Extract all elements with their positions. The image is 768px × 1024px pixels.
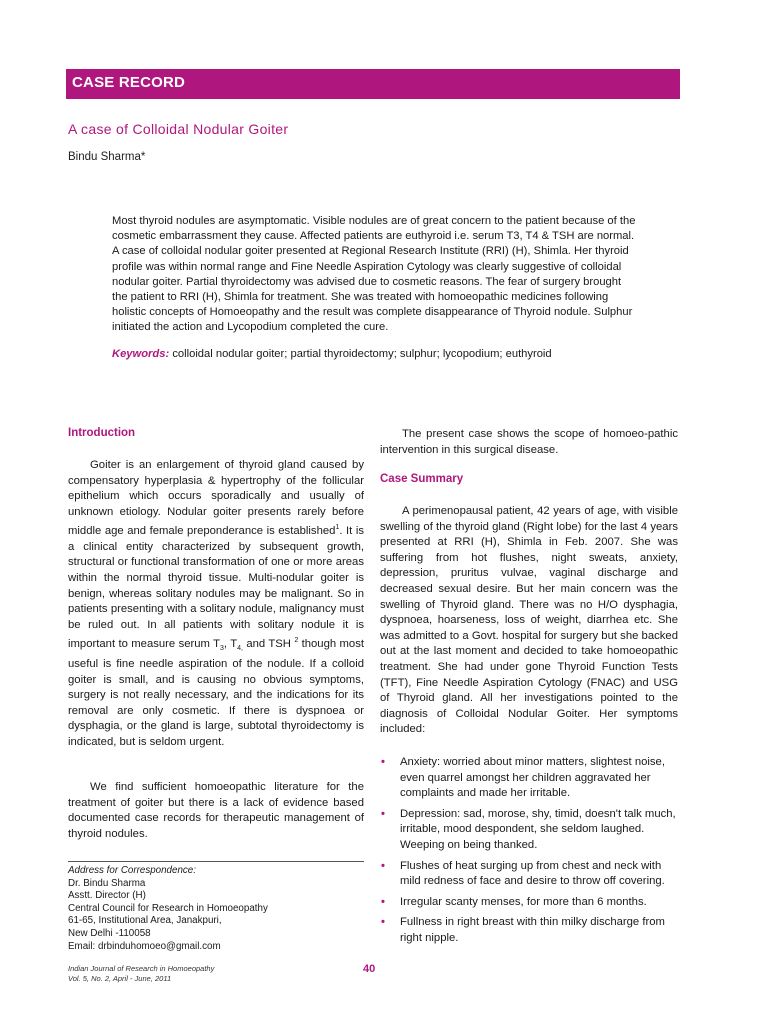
present-case-paragraph: The present case shows the scope of homoeo-pathic intervention in this surgical disease. (380, 428, 678, 456)
bullet-icon: • (381, 895, 385, 908)
intro-paragraph-2: We find sufficient homoeopathic literature for the treatment of goiter but there is a lack of evidence based documented case records for therapeutic management of thyroid nodules. (68, 781, 364, 840)
page-number: 40 (363, 963, 376, 975)
keywords-list: colloidal nodular goiter; partial thyroidectomy; sulphur; lycopodium; euthyroid (172, 348, 552, 360)
abstract-text: Most thyroid nodules are asymptomatic. Visible nodules are of great concern to the patient because of the cosmetic embarrassment they cause. Affected patients are euthyroid i.e. serum T3, T4 & TSH are normal. A case of colloidal nodular goiter presented at Regional Research Institute (RRI) (H), Shimla. Her thyroid profile was within normal range and Fine Needle Aspiration Cytology was clearly suggestive of colloidal nodular goiter. Partial thyroidectomy was advised due to cosmetic reasons. The fear of surgery brought the patient to RRI (H), Shimla for treatment. She was treated with homoeopathic medicines following holistic concepts of Homoeopathy and the result was complete disappearance of Thyroid nodule. Sulphur initiated the action and Lycopodium completed the cure. (112, 215, 636, 334)
bullet-icon: • (381, 807, 385, 820)
correspondence-address (68, 865, 364, 953)
address-line: Asstt. Director (H) (68, 890, 146, 902)
list-item: • Depression: sad, morose, shy, timid, doesn't talk much, irritable, mood despondent, she seldom laughed. Weeping on being thanked. (381, 807, 676, 851)
author-name: Bindu Sharma* (68, 151, 146, 163)
introduction-body (68, 458, 364, 750)
journal-issue: Vol. 5, No. 2, April - June, 2011 (68, 974, 172, 983)
footnote-divider (68, 861, 364, 862)
address-line: Dr. Bindu Sharma (68, 877, 146, 889)
article-title: A case of Colloidal Nodular Goiter (68, 121, 289, 137)
introduction-heading: Introduction (68, 427, 136, 439)
list-item: • Flushes of heat surging up from chest and neck with mild redness of face and desire to throw off covering. (381, 859, 665, 888)
address-email: Email: drbinduhomoeo@gmail.com (68, 940, 221, 952)
bullet-icon: • (381, 756, 385, 768)
address-heading: Address for Correspondence: (68, 865, 196, 876)
intro-paragraph-1: Goiter is an enlargement of thyroid gland caused by compensatory hyperplasia & hypertrophy of the follicular epithelium which occurs sporadically and usually of unknown etiology. Nodular goiter presents rarely before middle age and female preponderance is established$^1$. It is a clinical entity characterized by subsequent growth, structural or functional transformation of one or more areas within the normal thyroid tissue. Multi-nodular goiter is benign, whereas solitary nodules may be malignant. So in patients presenting with a solitary nodule, malignancy must be ruled out. In all patients with solitary nodule it is important to measure serum $T_3$, $T_{4,}$ and TSH $^2$ though most useful is fine needle aspiration of the nodule. If a colloid goiter is small, and is causing no obvious symptoms, surgery is not really necessary, and the indications for its removal are only cosmetic. If there is dyspnoea or dysphagia, or the gland is large, subtotal thyroidectomy is indicated, but is seldom urgent. (68, 459, 364, 748)
symptom-list (380, 755, 680, 952)
keywords-label: Keywords: (112, 348, 170, 360)
bullet-icon: • (381, 916, 385, 929)
subscript-3: 3 (220, 645, 224, 653)
subscript-4: 4, (237, 645, 243, 653)
journal-citation (68, 964, 214, 984)
address-line: Central Council for Research in Homoeopathy (68, 902, 268, 914)
case-summary-heading: Case Summary (380, 473, 464, 485)
reference-1: 1 (335, 524, 340, 532)
section-label: CASE RECORD (72, 74, 186, 91)
section-banner (66, 69, 680, 99)
address-line: New Delhi -110058 (68, 927, 151, 939)
address-line: 61-65, Institutional Area, Janakpuri, (68, 915, 222, 927)
journal-name: Indian Journal of Research in Homoeopathy (68, 964, 215, 973)
bullet-icon: • (381, 859, 385, 872)
reference-2: 2 (294, 637, 299, 645)
list-item: • Irregular scanty menses, for more than 6 months. (380, 895, 680, 911)
list-item: • Anxiety: worried about minor matters, slightest noise, even quarrel amongst her children aggravated her complaints and made her irritable. (381, 756, 665, 800)
introduction-body-2 (68, 780, 364, 842)
keywords (112, 348, 652, 360)
abstract (112, 214, 636, 336)
case-summary-body: A perimenopausal patient, 42 years of age, with visible swelling of the thyroid gland (Right lobe) for the last 4 years presented at RRI (H), Shimla in Feb. 2007. She was suffering from hot flushes, night sweats, anxiety, depression, pruritus vulvae, vaginal discharge and decreased sexual desire. But her main concern was the swelling of Thyroid gland. There was no H/O dysphagia, dyspnoea, hoarseness, loss of weight, diarrhea etc. She was admitted to a Govt. hospital for surgery but she backed out at the last moment and decided to take homoeopathic treatment. She had under gone Thyroid Function Tests (TFT), Fine Needle Aspiration Cytology (FNAC) and USG of Thyroid gland. All her investigations pointed to the diagnosis of Colloidal Nodular Goiter. Her symptoms included: (380, 505, 678, 736)
list-item: • Fullness in right breast with thin milky discharge from right nipple. (381, 916, 665, 944)
